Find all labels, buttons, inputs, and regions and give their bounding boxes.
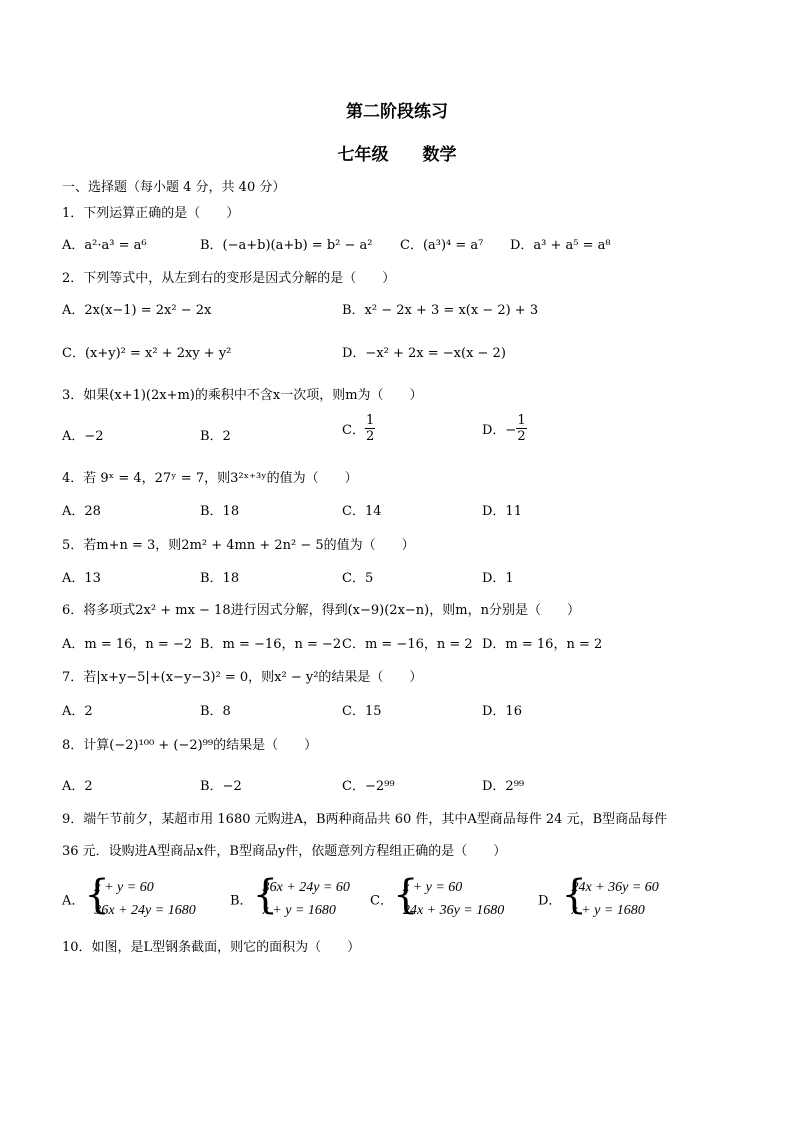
question-7-option-c[interactable]: C．15 xyxy=(342,704,382,719)
equation-system xyxy=(84,872,196,922)
equation-row: 36x + 24y = 1680 xyxy=(94,903,196,918)
equation-row: x + y = 60 xyxy=(94,880,154,895)
question-1-stem: 1．下列运算正确的是（ ） xyxy=(62,206,240,221)
question-3-option-d-label: D．− xyxy=(482,423,517,438)
question-6-option-b[interactable]: B．m = −16，n = −2 xyxy=(200,637,342,652)
question-7-option-a[interactable]: A．2 xyxy=(62,704,93,719)
question-8-stem: 8．计算(−2)¹⁰⁰ + (−2)⁹⁹的结果是（ ） xyxy=(62,738,318,753)
question-9-option-c-label: C． xyxy=(370,893,393,909)
question-4-option-d[interactable]: D．11 xyxy=(482,504,522,519)
question-6-option-c[interactable]: C．m = −16，n = 2 xyxy=(342,637,473,652)
question-2-stem: 2．下列等式中，从左到右的变形是因式分解的是（ ） xyxy=(62,271,396,286)
question-4-option-b[interactable]: B．18 xyxy=(200,504,240,519)
question-1-option-c[interactable]: C．(a³)⁴ = a⁷ xyxy=(400,238,484,253)
fraction-denominator: 2 xyxy=(517,429,526,444)
question-9-option-b[interactable] xyxy=(230,872,350,922)
question-9-option-d[interactable] xyxy=(538,872,659,922)
question-10-stem: 10．如图，是L型钢条截面，则它的面积为（ ） xyxy=(62,940,361,955)
equation-system xyxy=(561,872,659,922)
question-3-option-d[interactable] xyxy=(482,413,527,444)
equation-row: x + y = 60 xyxy=(402,880,463,895)
question-6-stem: 6．将多项式2x² + mx − 18进行因式分解，得到(x−9)(2x−n)，则m，n分别是（ ） xyxy=(62,603,580,618)
question-3-option-c[interactable] xyxy=(342,413,375,444)
equation-row: 24x + 36y = 1680 xyxy=(402,903,505,918)
question-7-option-b[interactable]: B．8 xyxy=(200,704,231,719)
question-1-option-a[interactable]: A．a²·a³ = a⁶ xyxy=(62,238,147,253)
question-3-option-a[interactable]: A．−2 xyxy=(62,429,104,444)
question-8-option-b[interactable]: B．−2 xyxy=(200,779,242,794)
exam-subtitle: 七年级 数学 xyxy=(337,145,457,165)
equation-system xyxy=(252,872,350,922)
question-3-stem: 3．如果(x+1)(2x+m)的乘积中不含x一次项，则m为（ ） xyxy=(62,388,423,403)
fraction-denominator: 2 xyxy=(365,429,375,444)
question-9-option-d-label: D． xyxy=(538,893,562,909)
question-7-option-d[interactable]: D．16 xyxy=(482,704,522,719)
question-8-option-c[interactable]: C．−2⁹⁹ xyxy=(342,779,395,794)
question-4-option-a[interactable]: A．28 xyxy=(62,504,101,519)
question-1-option-b[interactable]: B．(−a+b)(a+b) = b² − a² xyxy=(200,238,373,253)
question-7-stem: 7．若|x+y−5|+(x−y−3)² = 0，则x² − y²的结果是（ ） xyxy=(62,670,423,685)
equation-row: 24x + 36y = 60 xyxy=(571,880,659,895)
question-4-option-c[interactable]: C．14 xyxy=(342,504,382,519)
question-2-option-c[interactable]: C．(x+y)² = x² + 2xy + y² xyxy=(62,346,232,361)
fraction-one-half xyxy=(516,413,526,444)
fraction-numerator: 1 xyxy=(517,413,526,428)
equation-row: 36x + 24y = 60 xyxy=(262,880,350,895)
question-5-option-c[interactable]: C．5 xyxy=(342,571,374,586)
left-brace-icon: { xyxy=(561,872,587,918)
question-4-stem: 4．若 9ˣ = 4，27ʸ = 7，则3²ˣ⁺³ʸ的值为（ ） xyxy=(62,471,358,486)
question-3-option-c-label: C． xyxy=(342,423,365,438)
equation-row: x + y = 1680 xyxy=(571,903,645,918)
question-9-stem: 9．端午节前夕，某超市用 1680 元购进A，B两种商品共 60 件，其中A型商品每件 24 元，B型商品每件 xyxy=(62,812,668,827)
equation-row: x + y = 1680 xyxy=(262,903,336,918)
question-8-option-d[interactable]: D．2⁹⁹ xyxy=(482,779,525,794)
question-3-option-b[interactable]: B．2 xyxy=(200,429,231,444)
question-1-option-d[interactable]: D．a³ + a⁵ = a⁸ xyxy=(510,238,611,253)
left-brace-icon: { xyxy=(84,872,110,918)
left-brace-icon: { xyxy=(392,872,419,918)
question-8-option-a[interactable]: A．2 xyxy=(62,779,93,794)
question-9-option-c[interactable] xyxy=(370,872,505,922)
question-6-option-d[interactable]: D．m = 16，n = 2 xyxy=(482,637,603,652)
question-5-option-b[interactable]: B．18 xyxy=(200,571,240,586)
section-heading: 一、选择题（每小题 4 分，共 40 分） xyxy=(62,180,286,195)
question-2-option-b[interactable]: B．x² − 2x + 3 = x(x − 2) + 3 xyxy=(342,303,539,318)
question-9-option-a-label: A． xyxy=(62,893,85,909)
fraction-one-half xyxy=(365,413,375,444)
equation-system xyxy=(392,872,505,922)
question-9-stem-continued: 36 元．设购进A型商品x件，B型商品y件，依题意列方程组正确的是（ ） xyxy=(62,844,507,859)
fraction-numerator: 1 xyxy=(365,413,375,428)
left-brace-icon: { xyxy=(252,872,279,918)
question-5-option-a[interactable]: A．13 xyxy=(62,571,101,586)
question-9-option-a[interactable] xyxy=(62,872,196,922)
question-2-option-d[interactable]: D．−x² + 2x = −x(x − 2) xyxy=(342,346,506,361)
exam-title: 第二阶段练习 xyxy=(346,102,448,122)
question-2-option-a[interactable]: A．2x(x−1) = 2x² − 2x xyxy=(62,303,212,318)
question-9-option-b-label: B． xyxy=(230,893,253,909)
question-5-option-d[interactable]: D．1 xyxy=(482,571,514,586)
question-5-stem: 5．若m+n = 3，则2m² + 4mn + 2n² − 5的值为（ ） xyxy=(62,538,415,553)
question-6-option-a[interactable]: A．m = 16，n = −2 xyxy=(62,637,193,652)
